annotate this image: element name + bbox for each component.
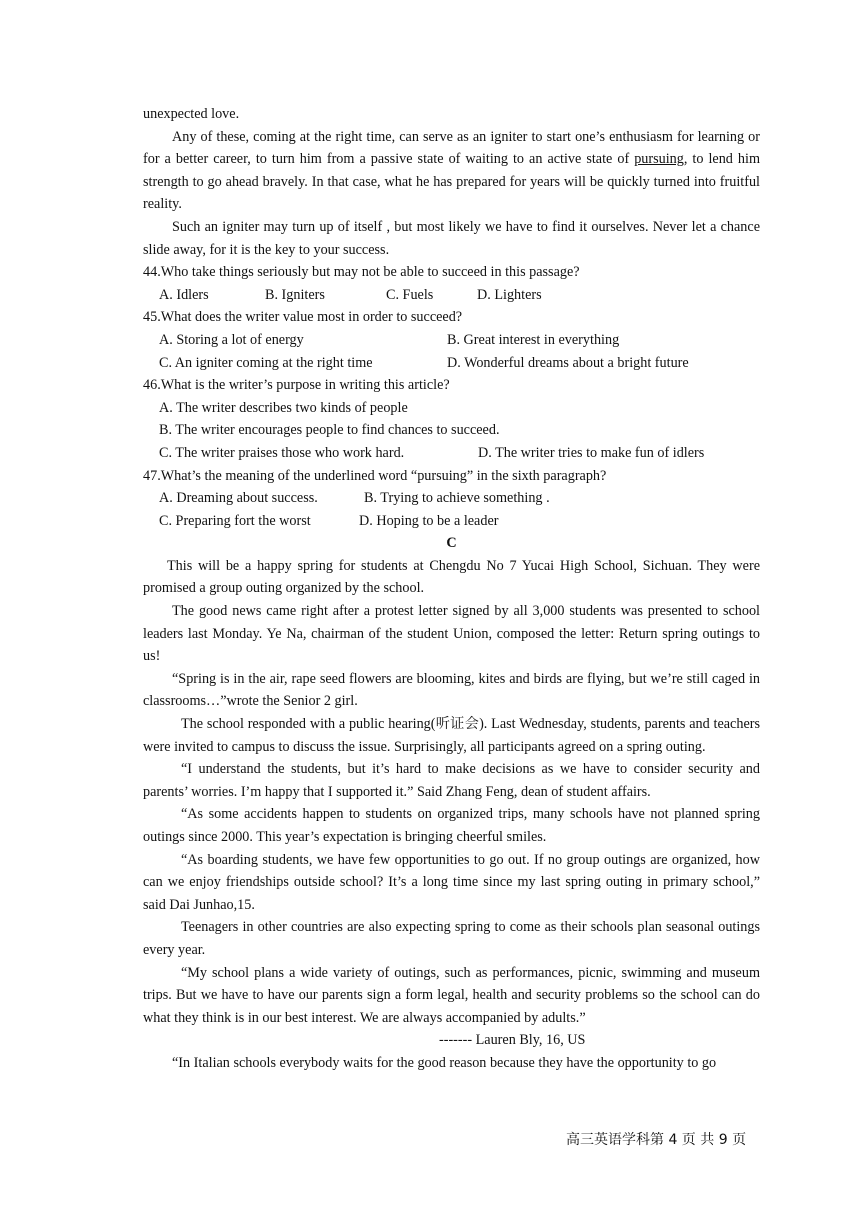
question-options xyxy=(143,284,760,307)
question-options xyxy=(143,442,760,465)
option-b: B. Trying to achieve something . xyxy=(364,490,550,507)
option-a: A. Storing a lot of energy xyxy=(159,331,304,348)
option-d: D. The writer tries to make fun of idlers xyxy=(478,444,705,461)
paragraph: “Spring is in the air, rape seed flowers are blooming, kites and birds are flying, but we’re still caged in classrooms…”wrote the Senior 2 girl. xyxy=(143,670,760,710)
paragraph-continuation: unexpected love. xyxy=(143,106,240,122)
option-c: C. Preparing fort the worst xyxy=(159,512,311,529)
paragraph: “In Italian schools everybody waits for the good reason because they have the opportunity to go xyxy=(172,1054,717,1071)
question-stem: 47.What’s the meaning of the underlined word “pursuing” in the sixth paragraph? xyxy=(143,467,607,484)
paragraph: Teenagers in other countries are also expecting spring to come as their schools plan seasonal outings every year. xyxy=(143,919,760,958)
question-options xyxy=(143,510,760,533)
option-b: B. Igniters xyxy=(265,286,325,303)
paragraph: Any of these, coming at the right time, can serve as an igniter to start one’s enthusiasm for learning or for a better career, to turn him from a passive state of waiting to an active state of pursuing, to lend him strength to go ahead bravely. In that case, what he has prepared for years will be quickly turned into fruitful reality. xyxy=(143,128,760,213)
question-44 xyxy=(143,261,760,306)
option-b: B. Great interest in everything xyxy=(447,331,620,348)
paragraph: “I understand the students, but it’s hard to make decisions as we have to consider security and parents’ worries. I’m happy that I supported it.” Said Zhang Feng, dean of student affairs. xyxy=(143,761,760,800)
paragraph: “As some accidents happen to students on organized trips, many schools have not planned spring outings since 2000. This year’s expectation is bringing cheerful smiles. xyxy=(143,806,760,845)
question-options xyxy=(143,352,760,375)
question-47 xyxy=(143,465,760,533)
question-options xyxy=(143,329,760,352)
question-45 xyxy=(143,306,760,374)
option-c: C. The writer praises those who work hard. xyxy=(159,444,405,461)
paragraph: The good news came right after a protest letter signed by all 3,000 students was presented to school leaders last Monday. Ye Na, chairman of the student Union, composed the letter: Return spring outings to us! xyxy=(143,603,760,665)
option-d: D. Hoping to be a leader xyxy=(359,512,499,529)
paragraph: This will be a happy spring for students at Chengdu No 7 Yucai High School, Sichuan. They were promised a group outing organized by the school. xyxy=(143,557,760,597)
section-heading: C xyxy=(446,535,457,552)
paragraph: “As boarding students, we have few opportunities to go out. If no group outings are organized, how can we enjoy friendships outside school? It’s a long time since my last spring outing in primary school,” said Dai Junhao,15. xyxy=(143,851,760,913)
option-d: D. Wonderful dreams about a bright future xyxy=(447,354,689,371)
option-d: D. Lighters xyxy=(477,286,542,303)
document-body xyxy=(143,103,760,1075)
option-c: C. An igniter coming at the right time xyxy=(159,354,373,371)
question-stem: 46.What is the writer’s purpose in writing this article? xyxy=(143,377,450,394)
paragraph: “My school plans a wide variety of outings, such as performances, picnic, swimming and museum trips. But we have to have our parents sign a form legal, health and security problems so the school can do what they think is in our best interest. We are always accompanied by adults.” xyxy=(143,964,760,1026)
option-c: C. Fuels xyxy=(386,286,434,303)
signature-line: ------- Lauren Bly, 16, US xyxy=(439,1032,586,1049)
question-stem: 44.Who take things seriously but may not be able to succeed in this passage? xyxy=(143,264,580,281)
question-options xyxy=(143,487,760,510)
underlined-word: pursuing xyxy=(634,151,684,168)
paragraph: The school responded with a public hearing(听证会). Last Wednesday, students, parents and teachers were invited to campus to discuss the issue. Surprisingly, all participants agreed on a spring outing. xyxy=(143,716,760,755)
question-46 xyxy=(143,374,760,464)
option-a: A. The writer describes two kinds of people xyxy=(159,399,408,416)
option-b: B. The writer encourages people to find chances to succeed. xyxy=(159,422,500,439)
option-a: A. Dreaming about success. xyxy=(159,490,318,507)
page-footer: 高三英语学科第 4 页 共 9 页 xyxy=(566,1132,747,1148)
paragraph: Such an igniter may turn up of itself , but most likely we have to find it ourselves. Never let a chance slide away, for it is the key to your success. xyxy=(143,218,760,258)
question-stem: 45.What does the writer value most in order to succeed? xyxy=(143,309,463,326)
option-a: A. Idlers xyxy=(159,286,209,303)
